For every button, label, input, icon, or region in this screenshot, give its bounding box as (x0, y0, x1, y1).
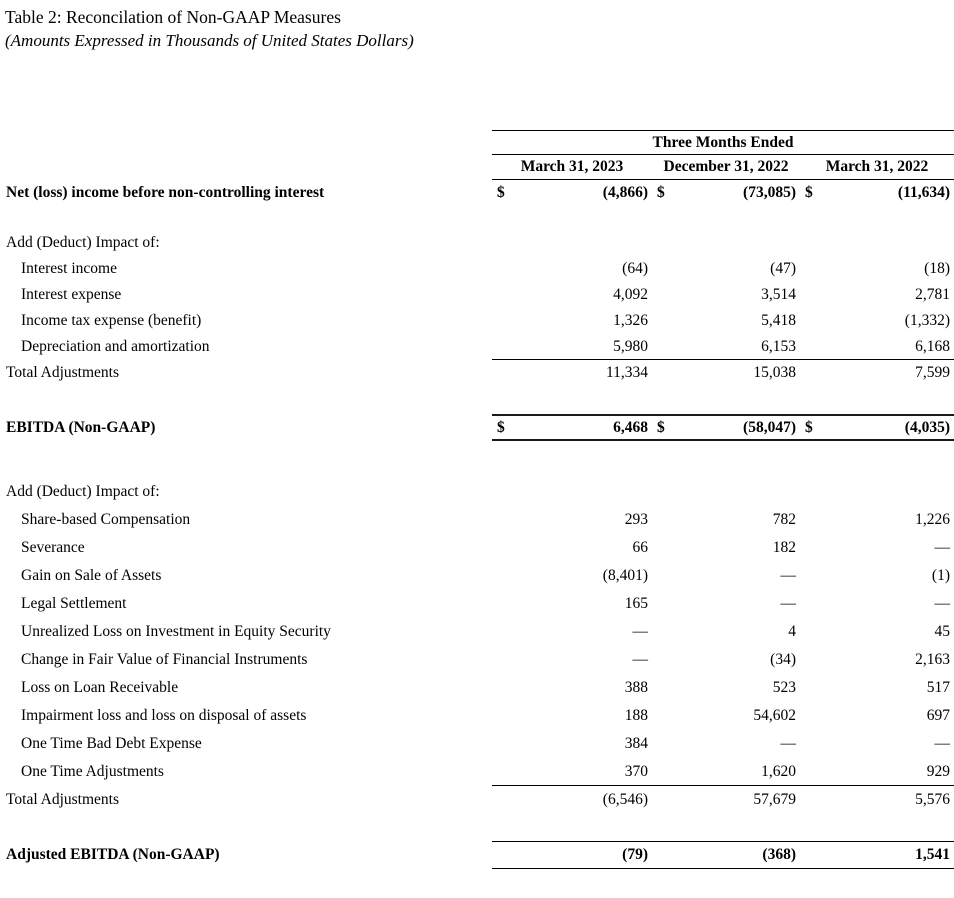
section-header-row (5, 230, 954, 256)
cell-value: (4,866) (602, 184, 648, 201)
dollar-sign: $ (657, 418, 665, 436)
cell-value: 5,576 (915, 791, 950, 808)
cell-value: 523 (772, 679, 796, 696)
row-label: Impairment loss and loss on disposal of assets (21, 707, 307, 724)
cell-value: (34) (770, 651, 796, 668)
row-label: Adjusted EBITDA (Non-GAAP) (6, 846, 220, 863)
cell-value: 165 (624, 595, 648, 612)
dollar-sign: $ (805, 418, 813, 436)
table-row (5, 730, 954, 758)
dollar-sign: $ (805, 184, 813, 201)
table-header-row (5, 130, 954, 155)
column-header: March 31, 2023 (520, 158, 624, 175)
dollar-sign: $ (657, 184, 665, 201)
cell-value: 6,168 (915, 337, 950, 355)
table-row (5, 674, 954, 702)
table-row (5, 414, 954, 441)
row-label: Unrealized Loss on Investment in Equity Security (21, 623, 331, 640)
dollar-sign: $ (497, 418, 505, 436)
cell-value: 782 (772, 511, 796, 528)
table-row (5, 334, 954, 360)
cell-value: (6,546) (602, 791, 648, 808)
table-row (5, 256, 954, 282)
table-row (5, 758, 954, 786)
cell-value: 293 (624, 511, 648, 528)
table-row (5, 360, 954, 386)
cell-value: 384 (624, 735, 648, 752)
row-label: Share-based Compensation (21, 511, 191, 528)
row-label: Legal Settlement (21, 595, 127, 612)
cell-value: (1) (931, 567, 950, 584)
cell-value: 4,092 (613, 286, 648, 303)
table-row (5, 646, 954, 674)
cell-value: (11,634) (897, 184, 950, 201)
table-row (5, 702, 954, 730)
cell-value: — (780, 595, 796, 612)
cell-value: 1,326 (613, 312, 648, 329)
row-label: Interest expense (21, 286, 122, 303)
column-header-row (5, 155, 954, 180)
cell-value: (58,047) (743, 418, 796, 436)
cell-value: 57,679 (753, 791, 796, 808)
table-row (5, 562, 954, 590)
cell-value: — (780, 735, 796, 752)
dollar-sign: $ (497, 184, 505, 201)
table-row (5, 180, 954, 206)
cell-value: — (780, 567, 796, 584)
cell-value: 388 (624, 679, 648, 696)
cell-value: (47) (770, 260, 796, 277)
page-title: Table 2: Reconcilation of Non-GAAP Measures (5, 7, 341, 27)
column-header: March 31, 2022 (825, 158, 929, 175)
row-label: Total Adjustments (6, 364, 120, 381)
row-label: Add (Deduct) Impact of: (6, 483, 160, 500)
cell-value: (1,332) (904, 312, 950, 329)
row-label: Income tax expense (benefit) (21, 312, 202, 329)
cell-value: 370 (624, 762, 648, 780)
cell-value: 2,163 (915, 651, 950, 668)
cell-value: — (934, 539, 950, 556)
cell-value: — (934, 735, 950, 752)
cell-value: 4 (788, 623, 796, 640)
row-label: One Time Adjustments (21, 763, 164, 780)
row-label: Gain on Sale of Assets (21, 567, 162, 584)
cell-value: 1,541 (915, 846, 950, 863)
cell-value: (368) (762, 846, 796, 863)
cell-value: 182 (772, 539, 796, 556)
row-label: Depreciation and amortization (21, 338, 210, 355)
row-label: Net (loss) income before non-controlling interest (6, 184, 325, 201)
row-label: Add (Deduct) Impact of: (6, 234, 160, 251)
row-label: Total Adjustments (6, 791, 120, 808)
cell-value: 15,038 (753, 364, 796, 381)
cell-value: 45 (934, 623, 950, 640)
section-header-row (5, 478, 954, 506)
cell-value: 7,599 (915, 364, 950, 381)
cell-value: (8,401) (602, 567, 648, 584)
table-row (5, 506, 954, 534)
cell-value: 54,602 (753, 707, 796, 724)
table-row (5, 618, 954, 646)
cell-value: 517 (926, 679, 950, 696)
table-row (5, 534, 954, 562)
cell-value: — (632, 651, 648, 668)
cell-value: 2,781 (915, 286, 950, 303)
cell-value: 5,980 (613, 337, 648, 355)
cell-value: 1,620 (761, 762, 796, 780)
cell-value: (79) (622, 846, 648, 863)
span-header: Three Months Ended (652, 133, 794, 151)
row-label: Change in Fair Value of Financial Instruments (21, 651, 308, 668)
cell-value: 6,468 (613, 418, 648, 436)
row-label: One Time Bad Debt Expense (21, 735, 202, 752)
table-row (5, 308, 954, 334)
cell-value: (73,085) (743, 184, 796, 201)
cell-value: 929 (926, 762, 950, 780)
cell-value: 11,334 (605, 364, 648, 381)
cell-value: — (632, 623, 648, 640)
financial-table (5, 130, 954, 869)
table-row (5, 590, 954, 618)
column-header: December 31, 2022 (663, 158, 789, 175)
page-subtitle: (Amounts Expressed in Thousands of United States Dollars) (5, 31, 414, 50)
cell-value: 66 (632, 539, 648, 556)
cell-value: 188 (624, 707, 648, 724)
row-label: Severance (21, 539, 85, 556)
row-label: Interest income (21, 260, 117, 277)
cell-value: 3,514 (761, 286, 796, 303)
cell-value: 1,226 (915, 511, 950, 528)
cell-value: (18) (924, 260, 950, 277)
table-row (5, 841, 954, 869)
table-row (5, 282, 954, 308)
cell-value: (4,035) (904, 418, 950, 436)
cell-value: 6,153 (761, 337, 796, 355)
cell-value: 5,418 (761, 312, 796, 329)
row-label: EBITDA (Non-GAAP) (6, 418, 156, 436)
cell-value: (64) (622, 260, 648, 277)
cell-value: 697 (926, 707, 950, 724)
row-label: Loss on Loan Receivable (21, 679, 179, 696)
table-row (5, 786, 954, 814)
cell-value: — (934, 595, 950, 612)
